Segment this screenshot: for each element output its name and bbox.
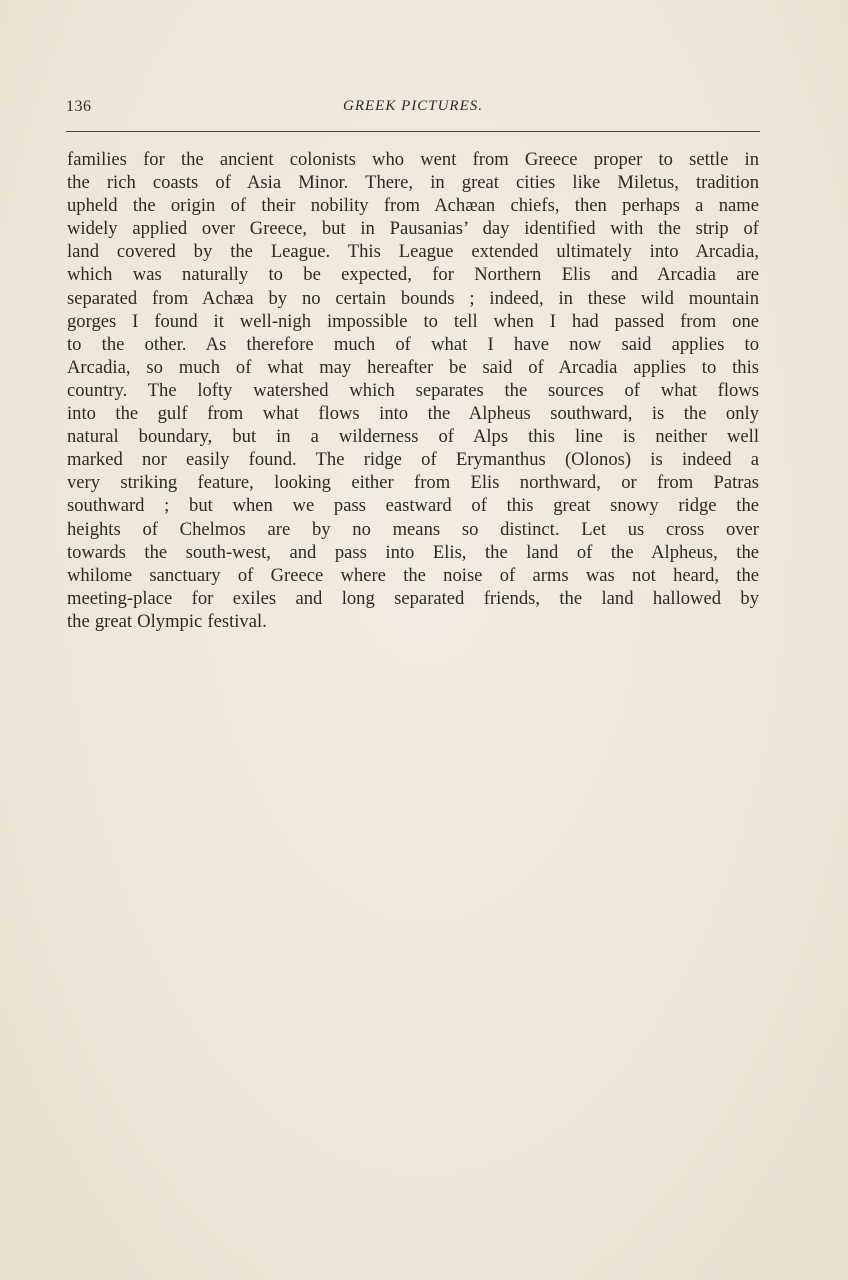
text-line: widely applied over Greece, but in Pausanias’ day identified with the strip of [67, 218, 759, 240]
text-line: into the gulf from what flows into the Alpheus southward, is the only [67, 403, 759, 425]
text-line: which was naturally to be expected, for Northern Elis and Arcadia are [67, 264, 759, 286]
running-head: GREEK PICTURES. [343, 98, 483, 114]
text-line: upheld the origin of their nobility from Achæan chiefs, then perhaps a name [67, 195, 759, 217]
text-line: southward ; but when we pass eastward of this great snowy ridge the [67, 495, 759, 517]
page-header [66, 98, 760, 122]
text-line: marked nor easily found. The ridge of Erymanthus (Olonos) is indeed a [67, 449, 759, 471]
page-number: 136 [66, 98, 92, 115]
text-line: the rich coasts of Asia Minor. There, in great cities like Miletus, tradition [67, 172, 759, 194]
text-line: towards the south-west, and pass into Elis, the land of the Alpheus, the [67, 541, 759, 563]
text-line: families for the ancient colonists who went from Greece proper to settle in [67, 149, 759, 170]
header-rule [66, 131, 760, 132]
text-line: country. The lofty watershed which separates the sources of what flows [67, 379, 759, 401]
text-line: whilome sanctuary of Greece where the noise of arms was not heard, the [67, 564, 759, 586]
text-line: natural boundary, but in a wilderness of Alps this line is neither well [67, 426, 759, 448]
body-paragraph [67, 148, 759, 633]
text-line: Arcadia, so much of what may hereafter be said of Arcadia applies to this [67, 356, 759, 378]
text-line: the great Olympic festival. [67, 610, 267, 632]
text-line: to the other. As therefore much of what I have now said applies to [67, 333, 759, 355]
text-line: meeting-place for exiles and long separated friends, the land hallowed by [67, 587, 759, 609]
text-line: separated from Achæa by no certain bounds ; indeed, in these wild mountain [67, 287, 759, 309]
text-line: very striking feature, looking either from Elis northward, or from Patras [67, 472, 759, 494]
text-line: heights of Chelmos are by no means so distinct. Let us cross over [67, 518, 759, 540]
text-line: gorges I found it well-nigh impossible to tell when I had passed from one [67, 310, 759, 332]
text-line: land covered by the League. This League extended ultimately into Arcadia, [67, 241, 759, 263]
